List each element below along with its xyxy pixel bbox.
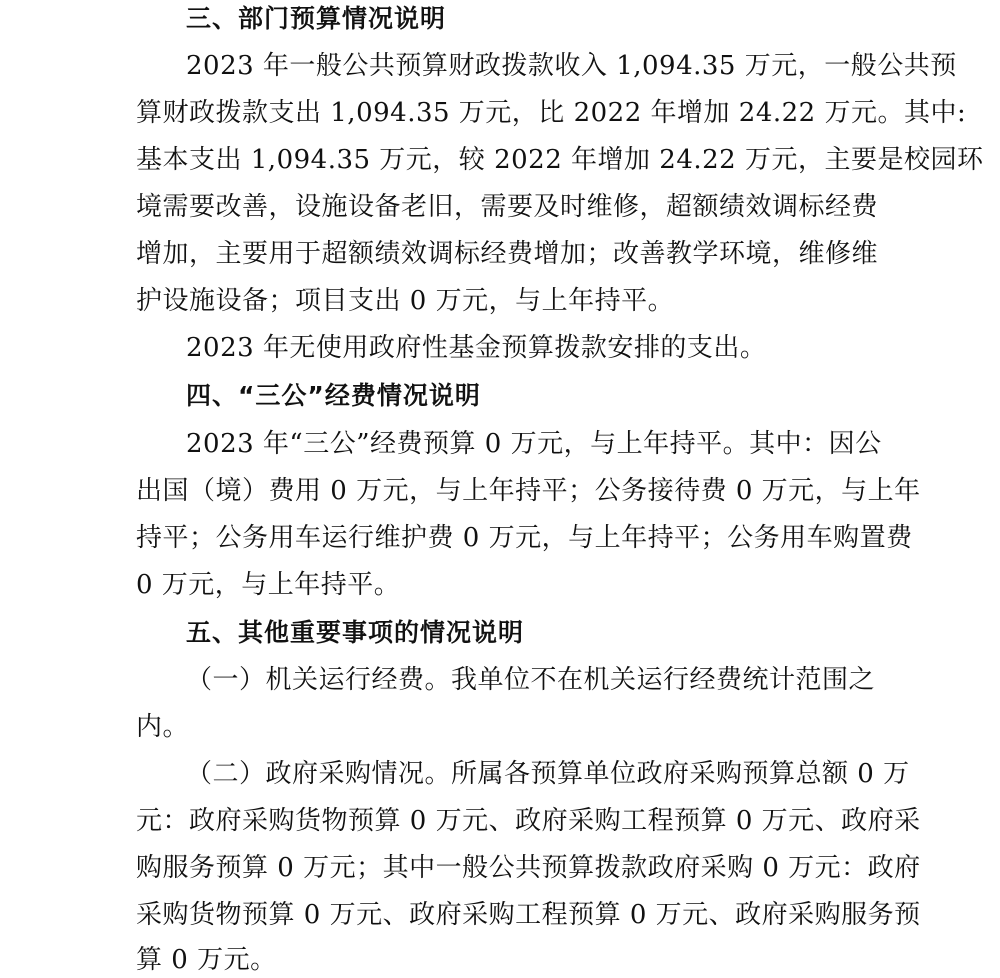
paragraph-line: 基本支出 1,094.35 万元，较 2022 年增加 24.22 万元，主要是校园环 <box>136 145 984 175</box>
paragraph-line: 内。 <box>136 712 190 742</box>
paragraph-line: 算 0 万元。 <box>136 945 277 975</box>
paragraph-line: 持平；公务用车运行维护费 0 万元，与上年持平；公务用车购置费 <box>136 523 913 553</box>
paragraph-line: 0 万元，与上年持平。 <box>136 570 401 600</box>
paragraph-line: 算财政拨款支出 1,094.35 万元，比 2022 年增加 24.22 万元。其中: <box>136 98 967 128</box>
paragraph-line: 增加，主要用于超额绩效调标经费增加；改善教学环境，维修维 <box>136 239 879 269</box>
paragraph-line: 2023 年“三公”经费预算 0 万元，与上年持平。其中：因公 <box>186 429 882 459</box>
paragraph-line: 元：政府采购货物预算 0 万元、政府采购工程预算 0 万元、政府采 <box>136 806 921 836</box>
paragraph-line: 2023 年无使用政府性基金预算拨款安排的支出。 <box>186 333 767 363</box>
paragraph-line: 出国（境）费用 0 万元，与上年持平；公务接待费 0 万元，与上年 <box>136 476 921 506</box>
paragraph-line: 境需要改善，设施设备老旧，需要及时维修，超额绩效调标经费 <box>136 192 879 222</box>
paragraph-line: 购服务预算 0 万元；其中一般公共预算拨款政府采购 0 万元：政府 <box>136 853 921 883</box>
paragraph-line: （一）机关运行经费。我单位不在机关运行经费统计范围之 <box>186 665 876 695</box>
paragraph-line: 护设施设备；项目支出 0 万元，与上年持平。 <box>136 286 675 316</box>
section-heading-three-public: 四、“三公”经费情况说明 <box>186 381 481 410</box>
paragraph-line: 采购货物预算 0 万元、政府采购工程预算 0 万元、政府采购服务预 <box>136 900 921 930</box>
paragraph-line: （二）政府采购情况。所属各预算单位政府采购预算总额 0 万 <box>186 759 910 789</box>
section-heading-other-matters: 五、其他重要事项的情况说明 <box>186 618 525 647</box>
section-heading-budget: 三、部门预算情况说明 <box>186 4 447 33</box>
paragraph-line: 2023 年一般公共预算财政拨款收入 1,094.35 万元，一般公共预 <box>186 51 957 81</box>
